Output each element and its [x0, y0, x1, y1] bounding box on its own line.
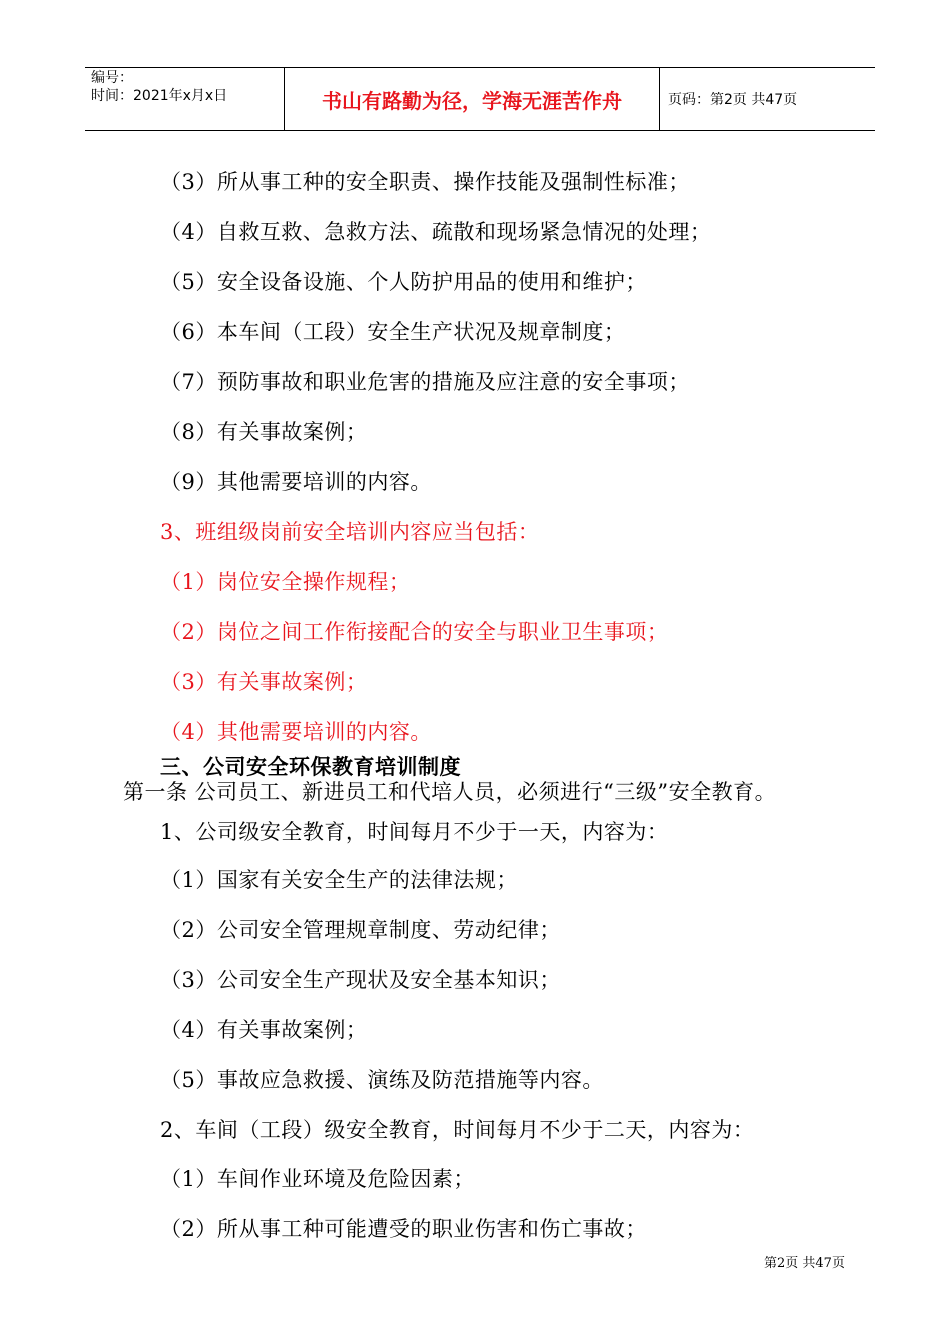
motto-text: 书山有路勤为径，学海无涯苦作舟 [322, 88, 622, 113]
body-line: （1）国家有关安全生产的法律法规； [160, 868, 518, 892]
article-line: 第一条 公司员工、新进员工和代培人员，必须进行“三级”安全教育。 [123, 780, 777, 804]
body-line: （5）事故应急救援、演练及防范措施等内容。 [160, 1068, 604, 1092]
page-footer: 第2页 共47页 [764, 1256, 845, 1271]
header-meta [85, 68, 285, 130]
body-line: （5）安全设备设施、个人防护用品的使用和维护； [160, 270, 647, 294]
body-line: （9）其他需要培训的内容。 [160, 470, 432, 494]
body-line: （6）本车间（工段）安全生产状况及规章制度； [160, 320, 626, 344]
chapter-heading: 三、公司安全环保教育培训制度 [160, 755, 461, 779]
page-header [85, 67, 875, 131]
body-line: （4）有关事故案例； [160, 1018, 368, 1042]
body-line-highlighted: （3）有关事故案例； [160, 670, 368, 694]
body-line: （2）公司安全管理规章制度、劳动纪律； [160, 918, 561, 942]
header-motto [285, 68, 660, 130]
header-page-info [660, 68, 875, 130]
body-line: （3）所从事工种的安全职责、操作技能及强制性标准； [160, 170, 690, 194]
body-line: （3）公司安全生产现状及安全基本知识； [160, 968, 561, 992]
body-line: 1、公司级安全教育，时间每月不少于一天，内容为： [160, 820, 669, 844]
body-line: （4）自救互救、急救方法、疏散和现场紧急情况的处理； [160, 220, 712, 244]
body-line: （2）所从事工种可能遭受的职业伤害和伤亡事故； [160, 1217, 647, 1241]
body-line-highlighted: （4）其他需要培训的内容。 [160, 720, 432, 744]
body-line-highlighted: （1）岗位安全操作规程； [160, 570, 411, 594]
body-line: （8）有关事故案例； [160, 420, 368, 444]
section-heading-team-level: 3、班组级岗前安全培训内容应当包括： [160, 520, 540, 544]
body-line-highlighted: （2）岗位之间工作衔接配合的安全与职业卫生事项； [160, 620, 669, 644]
document-number-label: 编号： [91, 70, 133, 86]
document-date: 时间：2021年x月x日 [91, 88, 228, 104]
body-line: 2、车间（工段）级安全教育，时间每月不少于二天，内容为： [160, 1118, 755, 1142]
header-page-number: 页码：第2页 共47页 [668, 92, 798, 108]
body-line: （7）预防事故和职业危害的措施及应注意的安全事项； [160, 370, 690, 394]
body-line: （1）车间作业环境及危险因素； [160, 1167, 475, 1191]
